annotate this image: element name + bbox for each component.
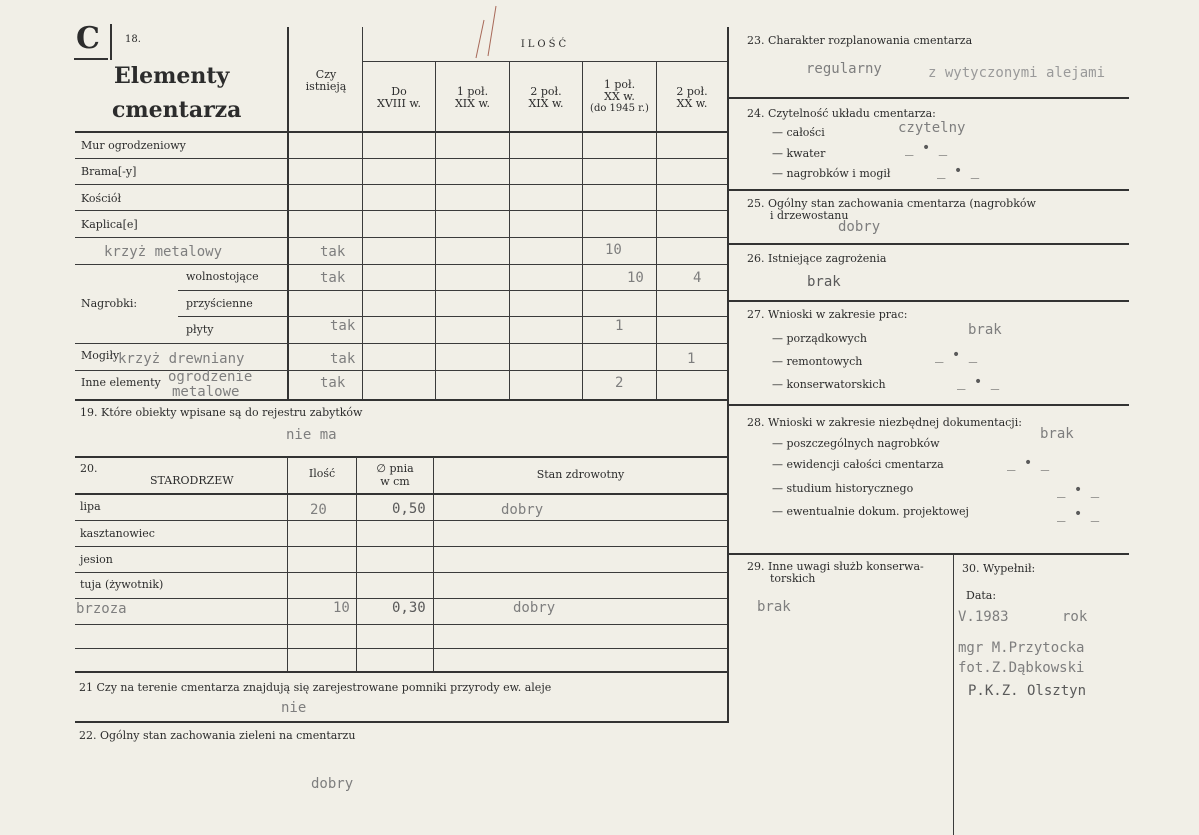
divider [75,648,727,649]
filled-by: P.K.Z. Olsztyn [968,683,1087,699]
period-header: XX w. [604,90,635,103]
period-header: Do [391,85,407,98]
divider [75,493,727,495]
tree-name: lipa [80,500,101,513]
question-24-item: — całości [772,126,825,139]
typed-entry: ogrodzenie [168,369,253,385]
period-header: XVIII w. [377,97,421,110]
question-27-item: — remontowych [772,355,863,368]
typed-entry: tak [320,375,346,391]
divider [75,546,727,547]
question-28-item: — poszczególnych nagrobków [772,437,940,450]
divider [178,316,727,317]
divider [435,62,436,399]
typed-entry: 10 [605,242,622,258]
divider [75,624,727,625]
question-21-label: 21 Czy na terenie cmentarza znajdują się zarejestrowane pomniki przyrody ew. aleje [79,681,552,694]
row-label-graves: Mogiły [81,349,120,362]
divider [287,457,288,671]
divider [75,572,727,573]
divider [509,62,510,399]
divider [729,243,1129,245]
question-28-answer: brak [1040,426,1074,442]
question-19-answer: nie ma [286,427,337,443]
divider [729,97,1129,99]
divider [110,24,112,60]
typed-entry: 1 [615,318,624,334]
divider [356,457,357,671]
typed-entry: tak [330,351,356,367]
question-28-item: — ewentualnie dokum. projektowej [772,505,969,518]
question-24-item: — kwater [772,147,826,160]
typed-entry: 2 [615,375,624,391]
typed-entry: 1 [687,351,696,367]
tree-qty: 10 [333,600,350,616]
question-29-label: torskich [770,572,816,585]
typed-entry: tak [320,270,346,286]
question-19-label: 19. Które obiekty wpisane są do rejestru zabytków [80,406,363,419]
divider [75,456,727,458]
row-label-chapel: Kaplica[e] [81,218,138,231]
date-suffix: rok [1062,609,1088,625]
question-21-answer: nie [281,700,307,716]
question-27-answer: brak [968,322,1002,338]
question-27-item: — konserwatorskich [772,378,886,391]
exists-header: Czy [315,68,337,81]
trees-number: 20. [80,462,98,475]
question-28-label: 28. Wnioski w zakresie niezbędnej dokumentacji: [747,416,1022,429]
typed-entry: tak [330,318,356,334]
row-label-other: Inne elementy [81,376,161,389]
question-27-item: — porządkowych [772,332,867,345]
period-header: XIX w. [528,97,564,110]
typed-entry: krzyż drewniany [118,351,245,367]
period-header: 2 poł. [676,85,708,98]
question-25-label: 25. Ogólny stan zachowania cmentarza (nagrobków [747,197,1036,210]
row-label-tombs: Nagrobki: [81,297,138,310]
trees-col-health: Stan zdrowotny [536,468,625,481]
question-27-answer: _ • _ [935,347,978,363]
divider [729,189,1129,191]
filled-by: mgr M.Przytocka [958,640,1085,656]
question-30-label: 30. Wypełnił: [962,562,1036,575]
period-header: 1 poł. [456,85,489,98]
period-header: XX w. [676,97,708,110]
question-28-answer: _ • _ [1007,455,1050,471]
row-label-gate: Brama[-y] [81,165,137,178]
trees-col-diameter: w cm [380,475,410,488]
question-23-answer: regularny [806,61,882,77]
tree-qty: 20 [310,502,327,518]
trees-col-diameter: ∅ pnia [376,462,414,475]
question-28-answer: _ • _ [1057,506,1100,522]
divider [433,457,434,671]
divider [75,131,727,133]
tree-name: jesion [80,553,113,566]
row-label-wall: Mur ogrodzeniowy [81,139,186,152]
date-value: V.1983 [958,609,1009,625]
tree-diameter: 0,50 [392,501,426,517]
divider [75,671,727,673]
section-number: 18. [125,34,141,45]
divider [953,555,954,835]
divider [75,343,727,344]
typed-entry: tak [320,244,346,260]
question-24-answer: _ • _ [905,140,948,156]
date-label: Data: [966,589,997,602]
row-label-wall-mounted: przyścienne [186,297,253,310]
divider [75,264,727,265]
question-23-label: 23. Charakter rozplanowania cmentarza [747,34,973,47]
row-label-slabs: płyty [186,323,214,336]
section-title: Elementy [114,63,230,89]
question-22-label: 22. Ogólny stan zachowania zieleni na cmentarzu [79,729,356,742]
divider [656,62,657,399]
divider [75,237,727,238]
tree-name: tuja (żywotnik) [80,578,164,591]
question-26-label: 26. Istniejące zagrożenia [747,252,887,265]
divider [729,300,1129,302]
typed-entry: 10 [627,270,644,286]
question-25-answer: dobry [838,219,881,235]
divider [75,158,727,159]
section-title: cmentarza [112,97,242,123]
tree-name: brzoza [76,601,127,617]
pencil-marks [462,4,502,64]
divider [75,210,727,211]
divider [75,520,727,521]
section-letter: C [76,21,100,56]
row-label-church: Kościół [81,192,122,205]
divider [363,61,727,62]
exists-header: istnieją [305,80,347,93]
question-25-label: i drzewostanu [770,209,849,222]
row-label-freestanding: wolnostojące [186,270,259,283]
question-29-label: 29. Inne uwagi służb konserwa- [747,560,924,573]
question-26-answer: brak [807,274,841,290]
question-24-answer: _ • _ [937,163,980,179]
divider [75,598,727,599]
question-24-answer: czytelny [898,120,966,136]
period-header: (do 1945 r.) [590,103,649,114]
typed-entry: krzyż metalowy [104,244,223,260]
question-24-item: — nagrobków i mogił [772,167,891,180]
tree-name: kasztanowiec [80,527,155,540]
question-23-answer: z wytyczonymi alejami [928,65,1106,81]
period-header: XIX w. [454,97,491,110]
typed-entry: 4 [693,270,702,286]
question-28-answer: _ • _ [1057,482,1100,498]
quantity-header: ILOŚĆ [520,39,570,50]
divider [178,290,727,291]
tree-health: dobry [513,600,556,616]
question-22-answer: dobry [311,776,354,792]
question-29-answer: brak [757,599,791,615]
trees-col-qty: Ilość [308,467,336,480]
divider [75,184,727,185]
trees-title: STARODRZEW [150,474,234,487]
tree-diameter: 0,30 [392,600,426,616]
divider [727,27,729,723]
typed-entry: metalowe [172,384,240,400]
divider [729,553,1129,555]
question-27-answer: _ • _ [957,374,1000,390]
divider [729,404,1129,406]
period-header: 2 poł. [530,85,562,98]
divider [75,721,727,723]
tree-health: dobry [501,502,544,518]
question-27-label: 27. Wnioski w zakresie prac: [747,308,908,321]
period-header: 1 poł. [603,78,636,91]
question-28-item: — ewidencji całości cmentarza [772,458,944,471]
filled-by: fot.Z.Dąbkowski [958,660,1085,676]
question-24-label: 24. Czytelność układu cmentarza: [747,107,936,120]
question-28-item: — studium historycznego [772,482,914,495]
